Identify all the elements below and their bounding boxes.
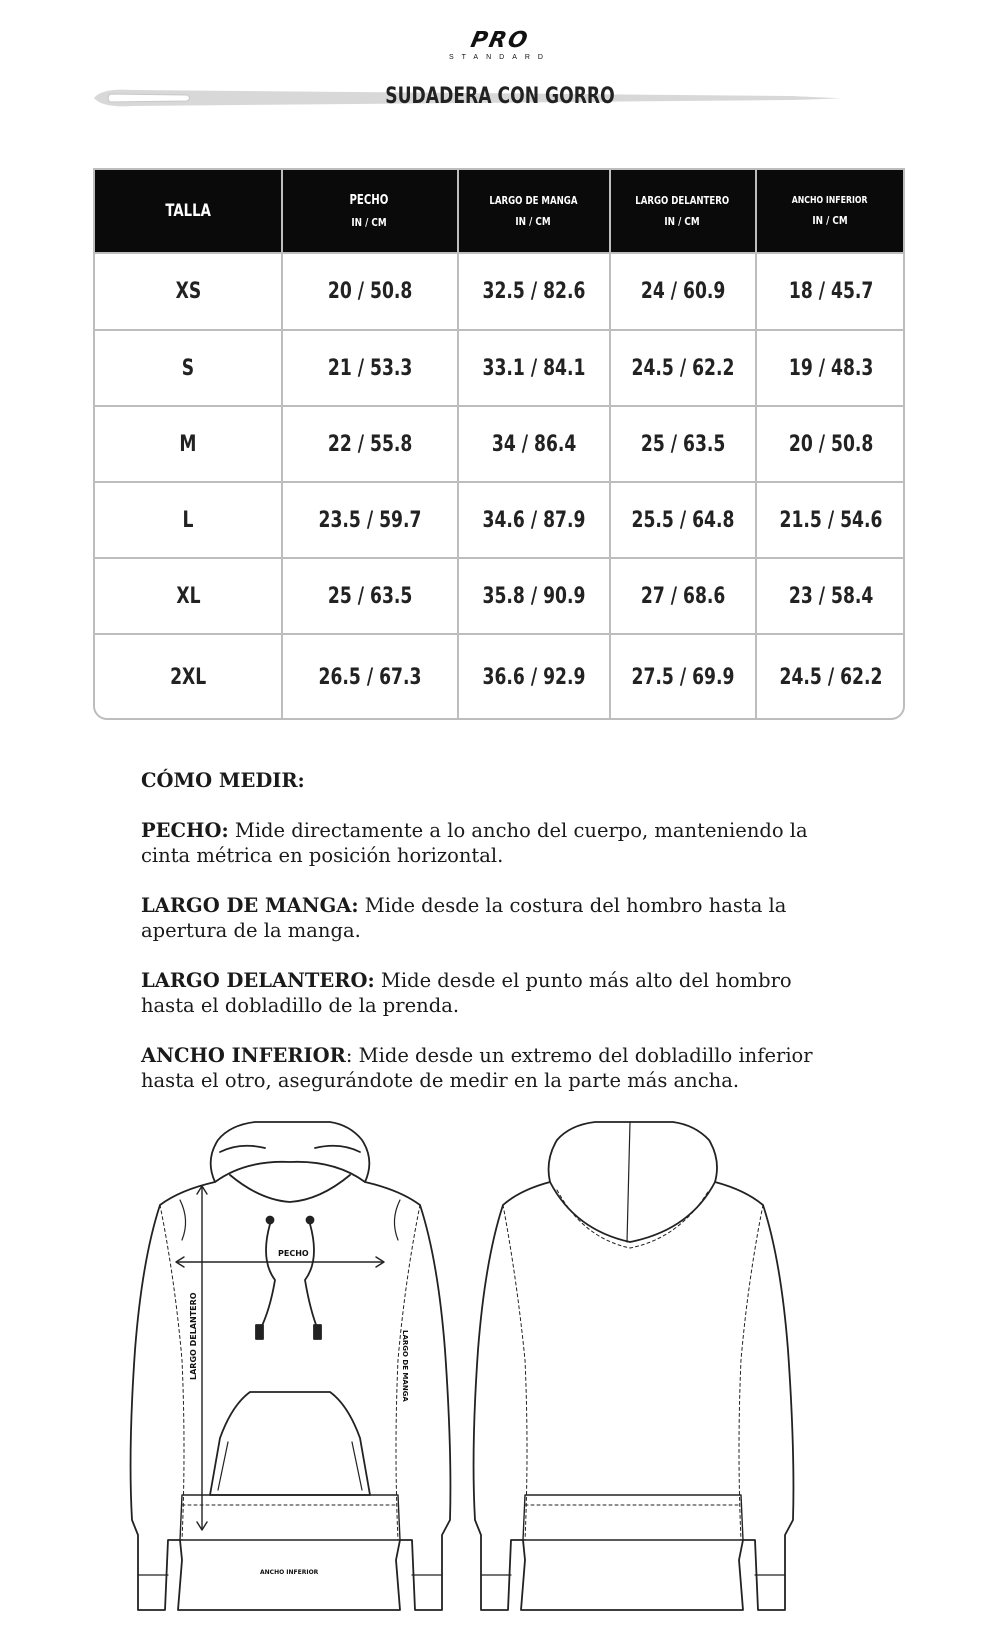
pecho-cell: 21 / 53.3 xyxy=(327,355,413,381)
instruction-pecho: PECHO: Mide directamente a lo ancho del cuerpo, manteniendo la cinta métrica en posición horizontal. xyxy=(141,819,808,867)
manga-cell: 32.5 / 82.6 xyxy=(482,279,586,304)
manga-cell: 36.6 / 92.9 xyxy=(482,665,586,690)
largo-delantero-label: LARGO DELANTERO xyxy=(189,1292,198,1380)
size-cell: L xyxy=(182,507,194,533)
delantero-cell: 24.5 / 62.2 xyxy=(631,355,735,381)
delantero-cell: 27.5 / 69.9 xyxy=(631,665,735,690)
inferior-cell: 21.5 / 54.6 xyxy=(779,507,883,533)
inferior-cell: 18 / 45.7 xyxy=(788,279,874,304)
page-title: SUDADERA CON GORRO xyxy=(385,84,615,109)
ancho-inferior-label: ANCHO INFERIOR xyxy=(260,1569,319,1576)
inferior-cell: 23 / 58.4 xyxy=(788,583,874,609)
pecho-cell: 26.5 / 67.3 xyxy=(318,665,422,690)
delantero-cell: 24 / 60.9 xyxy=(640,279,726,304)
inferior-cell: 20 / 50.8 xyxy=(788,431,874,457)
size-table xyxy=(93,168,905,720)
size-cell: M xyxy=(179,431,197,457)
manga-cell: 34.6 / 87.9 xyxy=(482,507,586,533)
size-cell: XL xyxy=(175,583,201,609)
inferior-cell: 19 / 48.3 xyxy=(788,355,874,381)
instruction-largo-delantero: LARGO DELANTERO: Mide desde el punto más alto del hombro hasta el dobladillo de la prenda. xyxy=(141,969,792,1017)
size-cell: XS xyxy=(175,279,201,304)
table-header xyxy=(95,170,903,252)
pecho-cell: 20 / 50.8 xyxy=(327,279,413,304)
header-largo-manga: LARGO DE MANGA IN / CM xyxy=(488,194,578,228)
pecho-cell: 25 / 63.5 xyxy=(327,583,413,609)
instruction-ancho-inferior: ANCHO INFERIOR: Mide desde un extremo del dobladillo inferior hasta el otro, asegurándote de medir en la parte más ancha. xyxy=(141,1044,813,1092)
pecho-cell: 23.5 / 59.7 xyxy=(318,507,422,533)
brand-logo: PRO xyxy=(468,28,532,53)
header-pecho: PECHO IN / CM xyxy=(349,193,389,229)
manga-cell: 34 / 86.4 xyxy=(491,431,577,457)
instruction-largo-manga: LARGO DE MANGA: Mide desde la costura del hombro hasta la apertura de la manga. xyxy=(141,894,787,942)
manga-cell: 33.1 / 84.1 xyxy=(482,355,586,381)
manga-cell: 35.8 / 90.9 xyxy=(482,583,586,609)
delantero-cell: 27 / 68.6 xyxy=(640,583,726,609)
hoodie-back-view xyxy=(474,1122,794,1610)
pecho-label: PECHO xyxy=(278,1249,309,1258)
size-cell: 2XL xyxy=(169,665,207,690)
header-talla: TALLA xyxy=(165,201,211,221)
inferior-cell: 24.5 / 62.2 xyxy=(779,665,883,690)
largo-manga-label: LARGO DE MANGA xyxy=(401,1330,409,1402)
delantero-cell: 25 / 63.5 xyxy=(640,431,726,457)
header-ancho-inferior: ANCHO INFERIOR IN / CM xyxy=(792,195,868,227)
delantero-cell: 25.5 / 64.8 xyxy=(631,507,735,533)
instructions-heading: CÓMO MEDIR: xyxy=(141,769,305,792)
pecho-cell: 22 / 55.8 xyxy=(327,431,413,457)
measuring-instructions xyxy=(141,768,821,1118)
hoodie-diagram xyxy=(120,1120,840,1625)
brand-subtitle: STANDARD xyxy=(449,54,551,61)
size-cell: S xyxy=(181,355,195,381)
header-largo-delantero: LARGO DELANTERO IN / CM xyxy=(635,194,729,228)
